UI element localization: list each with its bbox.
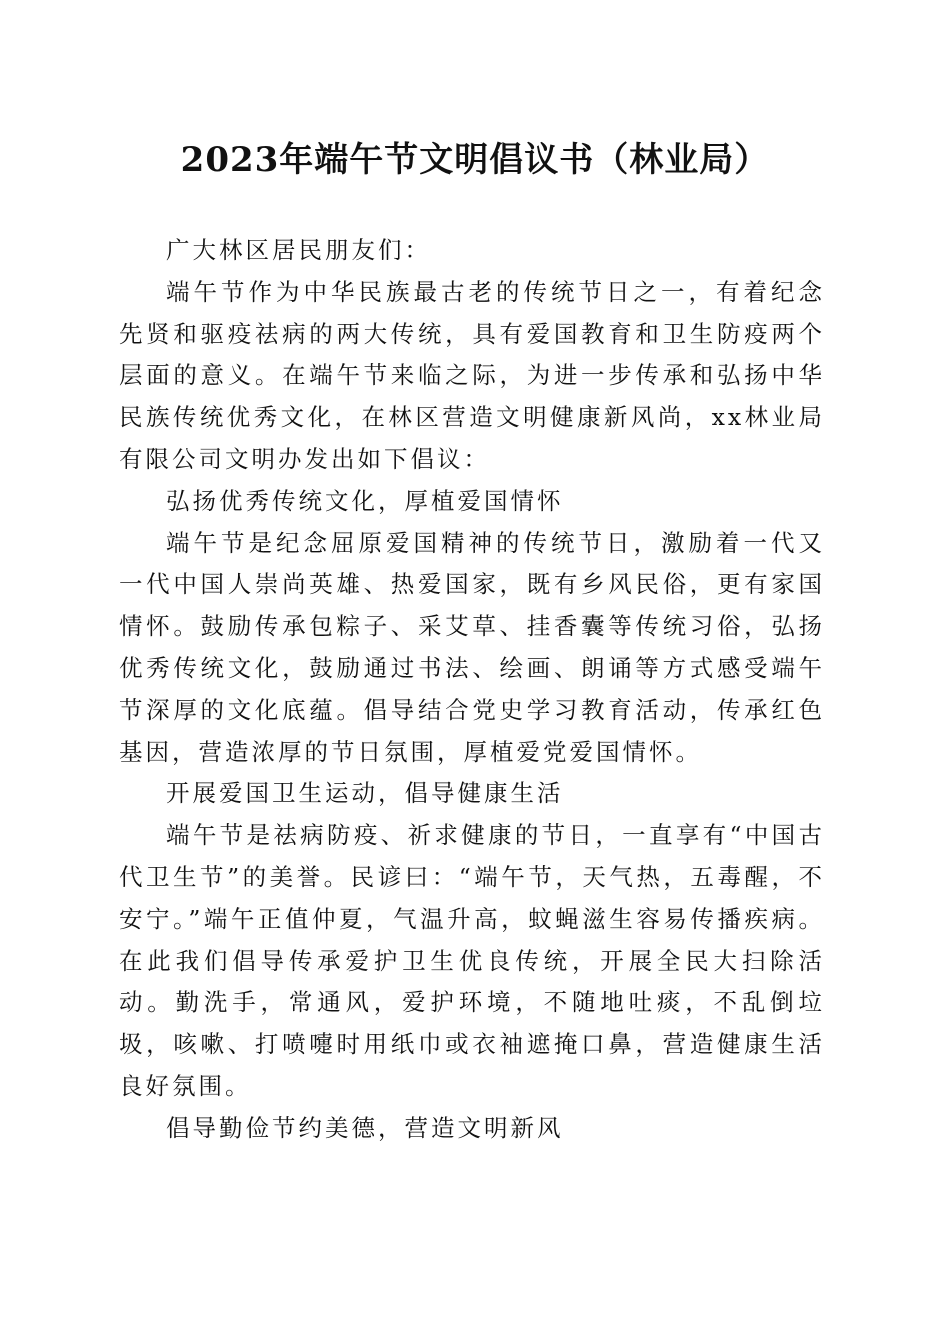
culture-paragraph: 端午节是纪念屈原爱国精神的传统节日，激励着一代又一代中国人崇尚英雄、热爱国家，既有乡风民俗，更有家国情怀。鼓励传承包粽子、采艾草、挂香囊等传统习俗，弘扬优秀传统文化，鼓励通过书法、绘画、朗诵等方式感受端午节深厚的文化底蕴。倡导结合党史学习教育活动，传承红色基因，营造浓厚的节日氛围，厚植爱党爱国情怀。 [119, 528, 825, 766]
section-heading-culture: 弘扬优秀传统文化，厚植爱国情怀 [166, 486, 564, 515]
section-heading-health: 开展爱国卫生运动，倡导健康生活 [166, 779, 564, 808]
intro-paragraph: 端午节作为中华民族最古老的传统节日之一，有着纪念先贤和驱疫祛病的两大传统，具有爱国教育和卫生防疫两个层面的意义。在端午节来临之际，为进一步传承和弘扬中华民族传统优秀文化，在林区营造文明健康新风尚，xx林业局有限公司文明办发出如下倡议： [119, 277, 825, 473]
health-paragraph: 端午节是祛病防疫、祈求健康的节日，一直享有“中国古代卫生节”的美誉。民谚曰：“端午节，天气热，五毒醒，不安宁。”端午正值仲夏，气温升高，蚊蝇滋生容易传播疾病。在此我们倡导传承爱护卫生优良传统，开展全民大扫除活动。勤洗手，常通风，爱护环境，不随地吐痰，不乱倒垃圾，咳嗽、打喷嚏时用纸巾或衣袖遮掩口鼻，营造健康生活良好氛围。 [119, 821, 825, 1100]
section-heading-thrift: 倡导勤俭节约美德，营造文明新风 [166, 1113, 564, 1142]
salutation: 广大林区居民朋友们： [166, 236, 431, 264]
document-body [119, 230, 825, 1150]
document-title: 2023年端午节文明倡议书（林业局） [180, 140, 770, 180]
